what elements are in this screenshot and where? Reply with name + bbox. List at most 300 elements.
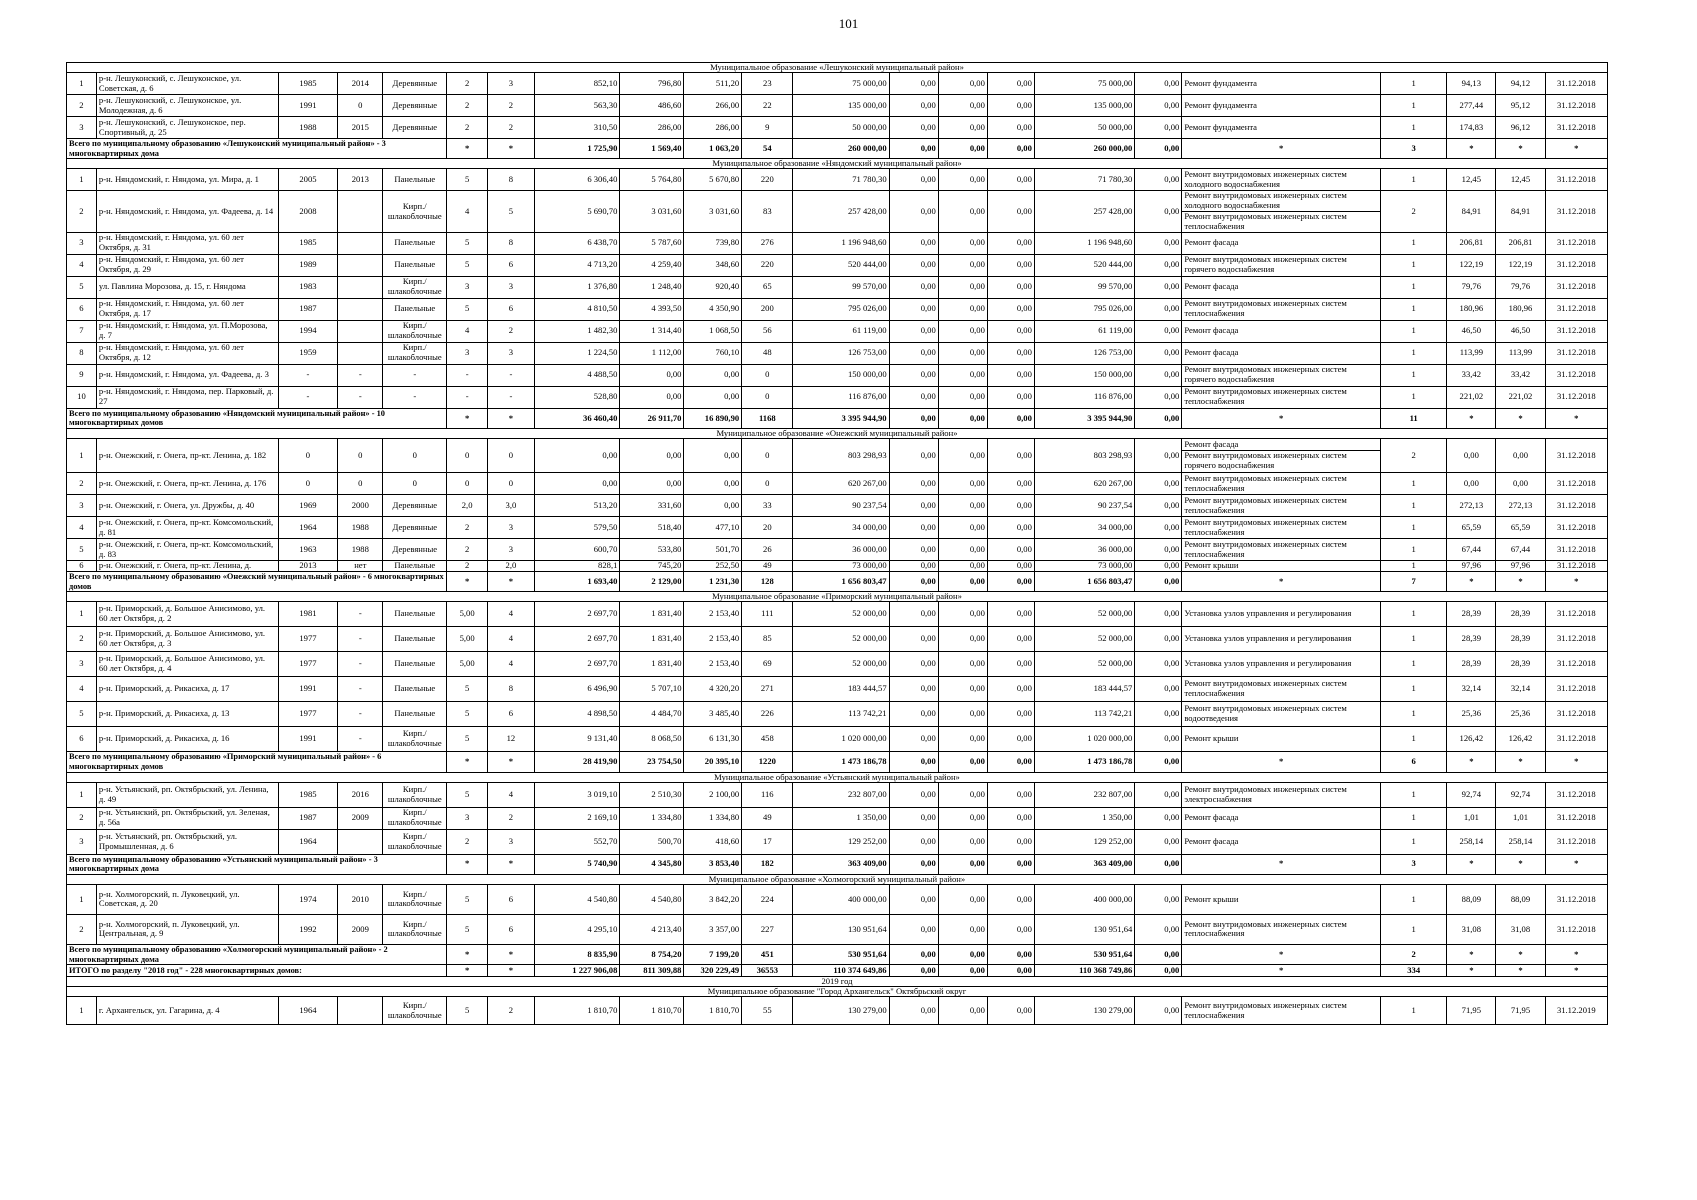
completion-date: 31.12.2018 — [1545, 73, 1607, 95]
cell-c5: 99 570,00 — [1034, 276, 1134, 298]
municipality-header — [67, 159, 1608, 169]
cost-per-m2: 33,42 — [1447, 364, 1496, 386]
municipality-header — [67, 874, 1608, 884]
cell-c3: 0,00 — [938, 254, 987, 276]
address-cell: р-н. Няндомский, г. Няндома, ул. 60 лет Октября, д. 31 — [96, 232, 278, 254]
cost-per-m2: 221,02 — [1447, 386, 1496, 408]
cell-y1: 1988 — [278, 117, 338, 139]
work-type: Ремонт фасада — [1184, 835, 1239, 846]
cell-c3: 0,00 — [938, 727, 987, 752]
cell-c4: 0,00 — [987, 191, 1034, 233]
cell-c5: 90 237,54 — [1034, 495, 1134, 517]
total-fl: * — [447, 965, 488, 977]
cell-c1: 52 000,00 — [793, 652, 889, 677]
row-number: 3 — [67, 232, 97, 254]
total-en: * — [487, 408, 534, 428]
address-cell: р-н. Онежский, г. Онега, пр-кт. Комсомольский, д. 81 — [96, 517, 278, 539]
cell-y1: 1983 — [278, 276, 338, 298]
table-row — [67, 298, 1608, 320]
cell-fl: 5 — [447, 914, 488, 944]
row-number: 3 — [67, 652, 97, 677]
table-row — [67, 169, 1608, 191]
work-count: 2 — [1381, 191, 1447, 233]
cell-a3: 3 357,00 — [684, 914, 742, 944]
row-number: 1 — [67, 169, 97, 191]
total-s1: * — [1447, 944, 1496, 964]
cell-y2: - — [338, 652, 383, 677]
cell-y1: 1991 — [278, 677, 338, 702]
cost-per-m2: 12,45 — [1447, 169, 1496, 191]
cost-per-m2: 1,01 — [1447, 807, 1496, 829]
total-a3: 1 063,20 — [684, 139, 742, 159]
cell-a1: 4 898,50 — [534, 702, 619, 727]
cell-pp: 49 — [742, 561, 793, 572]
row-number: 4 — [67, 677, 97, 702]
cell-a2: 4 540,80 — [620, 884, 684, 914]
cell-mat: Панельные — [383, 602, 447, 627]
work-type: Ремонт внутридомовых инженерных систем теплоснабжения — [1184, 386, 1347, 407]
completion-date: 31.12.2018 — [1545, 439, 1607, 473]
cell-fl: - — [447, 364, 488, 386]
municipality-total-row — [67, 854, 1608, 874]
limit-per-m2: 88,09 — [1496, 884, 1545, 914]
work-count: 1 — [1381, 117, 1447, 139]
total-label: Всего по муниципальному образованию «Лешуконский муниципальный район» - 3 многоквартирных дома — [67, 139, 447, 159]
work-count: 1 — [1381, 473, 1447, 495]
cell-a3: 0,00 — [684, 364, 742, 386]
total-c4: 0,00 — [987, 752, 1034, 772]
cell-c1: 150 000,00 — [793, 364, 889, 386]
limit-per-m2: 67,44 — [1496, 539, 1545, 561]
work-count: 1 — [1381, 627, 1447, 652]
work-count: 1 — [1381, 702, 1447, 727]
cell-a1: 6 438,70 — [534, 232, 619, 254]
work-type: Ремонт крыши — [1184, 893, 1239, 904]
completion-date: 31.12.2018 — [1545, 727, 1607, 752]
total-s1: * — [1447, 408, 1496, 428]
cell-fl: 2 — [447, 117, 488, 139]
cell-c4: 0,00 — [987, 117, 1034, 139]
work-count: 1 — [1381, 677, 1447, 702]
cell-c5: 71 780,30 — [1034, 169, 1134, 191]
row-number: 1 — [67, 439, 97, 473]
cell-mat: Деревянные — [383, 95, 447, 117]
cell-mat: Панельные — [383, 627, 447, 652]
cell-c2: 0,00 — [889, 782, 938, 807]
cell-c5: 803 298,93 — [1034, 439, 1134, 473]
work-type: Ремонт фундамента — [1184, 121, 1257, 132]
cell-y2: 0 — [338, 473, 383, 495]
total-s2: * — [1496, 752, 1545, 772]
cell-en: 2 — [487, 807, 534, 829]
work-type: Ремонт фасада — [1184, 237, 1239, 248]
table-row — [67, 602, 1608, 627]
cell-c6: 0,00 — [1135, 254, 1182, 276]
cell-c6: 0,00 — [1135, 386, 1182, 408]
row-number: 1 — [67, 602, 97, 627]
cell-y2 — [338, 342, 383, 364]
total-s1: * — [1447, 572, 1496, 592]
cell-pp: 9 — [742, 117, 793, 139]
table-row — [67, 884, 1608, 914]
cell-c4: 0,00 — [987, 727, 1034, 752]
total-c1: 110 374 649,86 — [793, 965, 889, 977]
cell-c2: 0,00 — [889, 727, 938, 752]
cell-c3: 0,00 — [938, 652, 987, 677]
work-count: 1 — [1381, 298, 1447, 320]
cell-c1: 130 951,64 — [793, 914, 889, 944]
cell-c5: 135 000,00 — [1034, 95, 1134, 117]
cell-c4: 0,00 — [987, 276, 1034, 298]
limit-per-m2: 32,14 — [1496, 677, 1545, 702]
work-type: Установка узлов управления и регулирования — [1184, 633, 1352, 644]
work-type: Ремонт внутридомовых инженерных систем теплоснабжения — [1184, 494, 1347, 515]
total-c3: 0,00 — [938, 944, 987, 964]
cell-c4: 0,00 — [987, 495, 1034, 517]
work-count: 1 — [1381, 829, 1447, 854]
cell-mat: Кирп./ шлакоблочные — [383, 997, 447, 1025]
work-type: Установка узлов управления и регулирования — [1184, 608, 1352, 619]
total-a1: 28 419,90 — [534, 752, 619, 772]
cell-en: 3 — [487, 539, 534, 561]
cell-y1: 1964 — [278, 517, 338, 539]
cell-c6: 0,00 — [1135, 702, 1182, 727]
row-number: 6 — [67, 727, 97, 752]
cell-c6: 0,00 — [1135, 191, 1182, 233]
cell-pp: 226 — [742, 702, 793, 727]
cell-a3: 6 131,30 — [684, 727, 742, 752]
cell-y2: - — [338, 364, 383, 386]
work-type: Ремонт фундамента — [1184, 99, 1257, 110]
work-type: Ремонт внутридомовых инженерных систем горячего водоснабжения — [1184, 364, 1347, 385]
table-row — [67, 495, 1608, 517]
cost-per-m2: 84,91 — [1447, 191, 1496, 233]
section-title: Муниципальное образование "Город Архангельск" Октябрьский округ — [67, 987, 1608, 997]
limit-per-m2: 113,99 — [1496, 342, 1545, 364]
cell-y2: - — [338, 677, 383, 702]
cell-c4: 0,00 — [987, 884, 1034, 914]
cell-fl: 2 — [447, 95, 488, 117]
work-type-cell — [1182, 342, 1381, 364]
cell-c4: 0,00 — [987, 73, 1034, 95]
cell-a3: 501,70 — [684, 539, 742, 561]
cell-a1: 1 810,70 — [534, 997, 619, 1025]
cell-a2: 0,00 — [620, 386, 684, 408]
cell-c2: 0,00 — [889, 884, 938, 914]
municipality-header — [67, 772, 1608, 782]
cell-a2: 4 259,40 — [620, 254, 684, 276]
cell-mat: Кирп./ шлакоблочные — [383, 342, 447, 364]
cell-c3: 0,00 — [938, 95, 987, 117]
completion-date: 31.12.2018 — [1545, 782, 1607, 807]
work-type: Ремонт фасада — [1184, 812, 1239, 823]
work-type: Ремонт внутридомовых инженерных систем теплоснабжения — [1184, 678, 1347, 699]
cell-a1: 1 224,50 — [534, 342, 619, 364]
total-en: * — [487, 572, 534, 592]
cell-c2: 0,00 — [889, 702, 938, 727]
cell-c4: 0,00 — [987, 95, 1034, 117]
cell-y1: 1989 — [278, 254, 338, 276]
total-date: * — [1545, 408, 1607, 428]
total-a3: 3 853,40 — [684, 854, 742, 874]
cell-y1: 1977 — [278, 652, 338, 677]
cell-a1: 528,80 — [534, 386, 619, 408]
cell-a1: 852,10 — [534, 73, 619, 95]
address-cell: р-н. Онежский, г. Онега, ул. Дружбы, д. 40 — [96, 495, 278, 517]
cell-c2: 0,00 — [889, 517, 938, 539]
cell-pp: 111 — [742, 602, 793, 627]
section-title: Муниципальное образование «Онежский муниципальный район» — [67, 429, 1608, 439]
cell-c1: 1 196 948,60 — [793, 232, 889, 254]
work-count: 1 — [1381, 73, 1447, 95]
total-s2: * — [1496, 854, 1545, 874]
cell-c2: 0,00 — [889, 495, 938, 517]
cell-y2: - — [338, 386, 383, 408]
cell-a3: 5 670,80 — [684, 169, 742, 191]
cell-mat: Панельные — [383, 298, 447, 320]
cell-c5: 75 000,00 — [1034, 73, 1134, 95]
cost-per-m2: 79,76 — [1447, 276, 1496, 298]
table-row — [67, 627, 1608, 652]
address-cell: р-н. Онежский, г. Онега, пр-кт. Комсомольский, д. 83 — [96, 539, 278, 561]
work-count: 1 — [1381, 561, 1447, 572]
municipality-total-row — [67, 752, 1608, 772]
cell-c1: 90 237,54 — [793, 495, 889, 517]
cell-y1: 1974 — [278, 884, 338, 914]
address-cell: р-н. Приморский, д. Рикасиха, д. 13 — [96, 702, 278, 727]
total-c5: 530 951,64 — [1034, 944, 1134, 964]
limit-per-m2: 84,91 — [1496, 191, 1545, 233]
table-row — [67, 677, 1608, 702]
cell-pp: 23 — [742, 73, 793, 95]
total-s2: * — [1496, 572, 1545, 592]
total-fl: * — [447, 139, 488, 159]
cell-pp: 0 — [742, 364, 793, 386]
table-row — [67, 997, 1608, 1025]
cell-a2: 486,60 — [620, 95, 684, 117]
cell-c6: 0,00 — [1135, 320, 1182, 342]
row-number: 2 — [67, 473, 97, 495]
cell-c3: 0,00 — [938, 320, 987, 342]
work-type-cell — [1182, 884, 1381, 914]
work-count: 1 — [1381, 539, 1447, 561]
cell-c5: 130 951,64 — [1034, 914, 1134, 944]
total-a2: 811 309,88 — [620, 965, 684, 977]
cell-c1: 113 742,21 — [793, 702, 889, 727]
cell-c2: 0,00 — [889, 439, 938, 473]
cell-mat: Кирп./ шлакоблочные — [383, 829, 447, 854]
cell-c1: 803 298,93 — [793, 439, 889, 473]
cost-per-m2: 25,36 — [1447, 702, 1496, 727]
cell-en: - — [487, 364, 534, 386]
cell-c1: 116 876,00 — [793, 386, 889, 408]
total-c4: 0,00 — [987, 944, 1034, 964]
table-row — [67, 320, 1608, 342]
work-count: 1 — [1381, 169, 1447, 191]
total-label: Всего по муниципальному образованию «Онежский муниципальный район» - 6 многоквартирных домов — [67, 572, 447, 592]
cost-per-m2: 258,14 — [1447, 829, 1496, 854]
table-row — [67, 561, 1608, 572]
cell-c5: 52 000,00 — [1034, 627, 1134, 652]
row-number: 5 — [67, 539, 97, 561]
total-s2: * — [1496, 408, 1545, 428]
work-count: 1 — [1381, 517, 1447, 539]
cell-y1: 1959 — [278, 342, 338, 364]
cell-mat: Кирп./ шлакоблочные — [383, 914, 447, 944]
row-number: 8 — [67, 342, 97, 364]
total-fl: * — [447, 572, 488, 592]
cell-a3: 2 153,40 — [684, 652, 742, 677]
cell-y2: 2013 — [338, 169, 383, 191]
cell-c3: 0,00 — [938, 169, 987, 191]
work-type: Ремонт внутридомовых инженерных систем горячего водоснабжения — [1184, 254, 1347, 275]
table-row — [67, 439, 1608, 473]
work-type-cell — [1182, 117, 1381, 139]
total-a2: 26 911,70 — [620, 408, 684, 428]
total-a1: 1 725,90 — [534, 139, 619, 159]
cell-c3: 0,00 — [938, 73, 987, 95]
cell-y1: 1977 — [278, 702, 338, 727]
completion-date: 31.12.2018 — [1545, 561, 1607, 572]
cell-c6: 0,00 — [1135, 829, 1182, 854]
cell-a3: 3 031,60 — [684, 191, 742, 233]
cost-per-m2: 94,13 — [1447, 73, 1496, 95]
total-c2: 0,00 — [889, 572, 938, 592]
address-cell: р-н. Приморский, д. Рикасиха, д. 16 — [96, 727, 278, 752]
cell-a3: 920,40 — [684, 276, 742, 298]
cell-a1: 600,70 — [534, 539, 619, 561]
total-a3: 7 199,20 — [684, 944, 742, 964]
cell-fl: 5 — [447, 782, 488, 807]
cell-fl: 5 — [447, 677, 488, 702]
completion-date: 31.12.2018 — [1545, 652, 1607, 677]
cell-mat: Кирп./ шлакоблочные — [383, 191, 447, 233]
work-count: 1 — [1381, 342, 1447, 364]
cell-c3: 0,00 — [938, 473, 987, 495]
cell-y2 — [338, 829, 383, 854]
total-label: ИТОГО по разделу "2018 год" - 228 многоквартирных домов: — [67, 965, 447, 977]
table-row — [67, 914, 1608, 944]
row-number: 5 — [67, 276, 97, 298]
cell-c1: 99 570,00 — [793, 276, 889, 298]
work-type-cell — [1182, 627, 1381, 652]
total-en: * — [487, 854, 534, 874]
table-row — [67, 386, 1608, 408]
cell-mat: Деревянные — [383, 117, 447, 139]
cell-c5: 129 252,00 — [1034, 829, 1134, 854]
cell-a2: 4 393,50 — [620, 298, 684, 320]
cell-a1: 4 713,20 — [534, 254, 619, 276]
cell-y2 — [338, 232, 383, 254]
cell-c5: 1 196 948,60 — [1034, 232, 1134, 254]
cell-c6: 0,00 — [1135, 276, 1182, 298]
cell-c3: 0,00 — [938, 997, 987, 1025]
cell-a3: 4 320,20 — [684, 677, 742, 702]
work-type: Ремонт фасада — [1184, 281, 1239, 292]
total-c3: 0,00 — [938, 572, 987, 592]
table-row — [67, 829, 1608, 854]
cell-en: 2 — [487, 320, 534, 342]
cell-c2: 0,00 — [889, 677, 938, 702]
cell-en: 3 — [487, 517, 534, 539]
row-number: 9 — [67, 364, 97, 386]
cell-c6: 0,00 — [1135, 914, 1182, 944]
address-cell: р-н. Няндомский, г. Няндома, ул. П.Морозова, д. 7 — [96, 320, 278, 342]
cell-mat: - — [383, 364, 447, 386]
address-cell: р-н. Няндомский, г. Няндома, пер. Парковый, д. 27 — [96, 386, 278, 408]
cell-c3: 0,00 — [938, 702, 987, 727]
cell-y2: 2000 — [338, 495, 383, 517]
cell-c3: 0,00 — [938, 298, 987, 320]
page-number: 101 — [838, 16, 859, 31]
completion-date: 31.12.2018 — [1545, 117, 1607, 139]
completion-date: 31.12.2018 — [1545, 829, 1607, 854]
address-cell: ул. Павлина Морозова, д. 15, г. Няндома — [96, 276, 278, 298]
completion-date: 31.12.2018 — [1545, 884, 1607, 914]
cell-c4: 0,00 — [987, 782, 1034, 807]
address-cell: р-н. Няндомский, г. Няндома, ул. Мира, д. 1 — [96, 169, 278, 191]
row-number: 5 — [67, 702, 97, 727]
cell-c2: 0,00 — [889, 73, 938, 95]
cell-a3: 1 334,80 — [684, 807, 742, 829]
cost-per-m2: 174,83 — [1447, 117, 1496, 139]
cost-per-m2: 31,08 — [1447, 914, 1496, 944]
total-fl: * — [447, 854, 488, 874]
total-a1: 36 460,40 — [534, 408, 619, 428]
total-a3: 16 890,90 — [684, 408, 742, 428]
cell-a1: 513,20 — [534, 495, 619, 517]
completion-date: 31.12.2018 — [1545, 517, 1607, 539]
cell-c5: 150 000,00 — [1034, 364, 1134, 386]
cell-a1: 563,30 — [534, 95, 619, 117]
cell-a1: 1 376,80 — [534, 276, 619, 298]
cell-c6: 0,00 — [1135, 169, 1182, 191]
work-type-cell — [1182, 364, 1381, 386]
completion-date: 31.12.2018 — [1545, 914, 1607, 944]
cell-fl: 2 — [447, 829, 488, 854]
cell-y1: 1985 — [278, 73, 338, 95]
total-s2: * — [1496, 965, 1545, 977]
cell-a3: 286,00 — [684, 117, 742, 139]
cell-a3: 3 485,40 — [684, 702, 742, 727]
section-title: Муниципальное образование «Устьянский муниципальный район» — [67, 772, 1608, 782]
cell-y1: 1991 — [278, 95, 338, 117]
cell-mat: - — [383, 386, 447, 408]
cell-c2: 0,00 — [889, 169, 938, 191]
work-count: 1 — [1381, 320, 1447, 342]
cell-fl: - — [447, 386, 488, 408]
cell-c1: 52 000,00 — [793, 602, 889, 627]
cell-c3: 0,00 — [938, 342, 987, 364]
work-type: Ремонт внутридомовых инженерных систем электроснабжения — [1184, 783, 1347, 804]
table-row — [67, 364, 1608, 386]
total-c6: 0,00 — [1135, 752, 1182, 772]
cell-c2: 0,00 — [889, 320, 938, 342]
total-s2: * — [1496, 944, 1545, 964]
row-number: 1 — [67, 73, 97, 95]
total-a1: 5 740,90 — [534, 854, 619, 874]
work-count: 1 — [1381, 914, 1447, 944]
work-count: 1 — [1381, 884, 1447, 914]
cell-c3: 0,00 — [938, 829, 987, 854]
cell-c3: 0,00 — [938, 677, 987, 702]
cell-fl: 4 — [447, 320, 488, 342]
address-cell: р-н. Онежский, г. Онега, пр-кт. Ленина, д. 182 — [96, 439, 278, 473]
table-row — [67, 276, 1608, 298]
cell-fl: 0 — [447, 473, 488, 495]
address-cell: р-н. Холмогорский, п. Луковецкий, ул. Советская, д. 20 — [96, 884, 278, 914]
cell-c1: 126 753,00 — [793, 342, 889, 364]
